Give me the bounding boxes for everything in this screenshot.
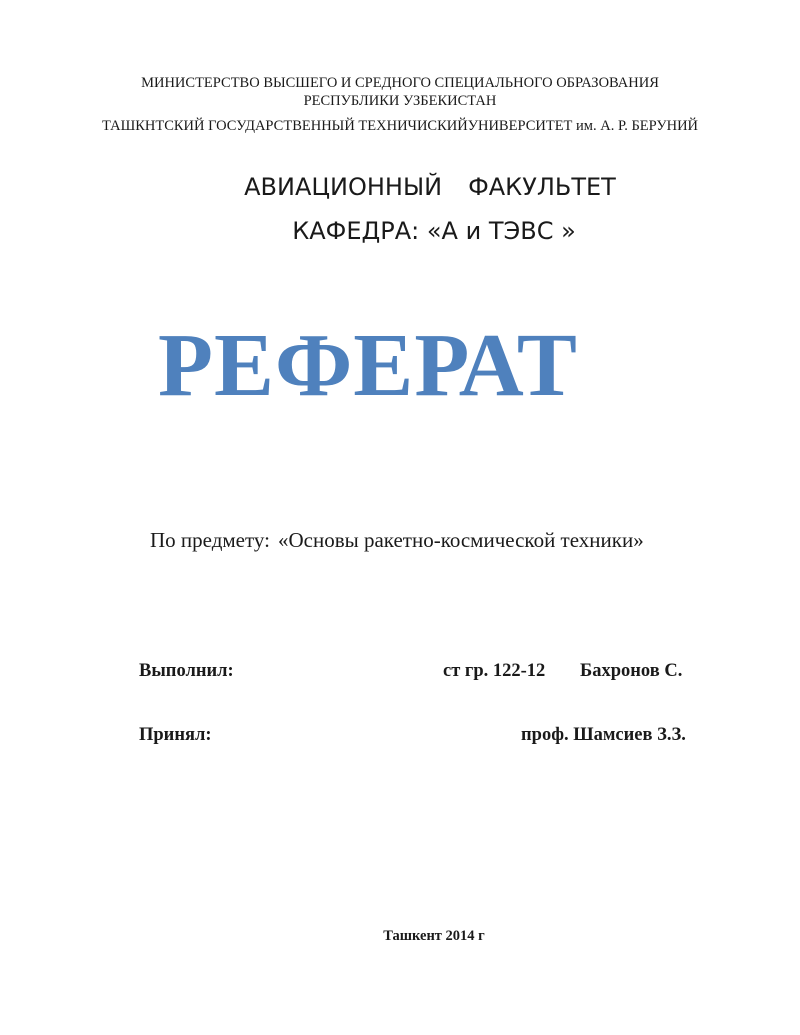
accepted-label: Принял: — [139, 725, 212, 745]
subject-colon: : — [264, 528, 270, 552]
document-title: РЕФЕРАТ — [158, 316, 578, 415]
ministry-line: МИНИСТЕРСТВО ВЫСШЕГО И СРЕДНОГО СПЕЦИАЛЬНОГО ОБРАЗОВАНИЯ — [141, 75, 659, 91]
faculty-word-1: АВИАЦИОННЫЙ — [244, 173, 443, 201]
performed-group: ст гр. 122-12 — [443, 661, 546, 681]
faculty-word-2: ФАКУЛЬТЕТ — [468, 173, 616, 201]
university-line: ТАШКНТСКИЙ ГОСУДАРСТВЕННЫЙ ТЕХНИЧИСКИЙУНИВЕРСИТЕТ им. А. Р. БЕРУНИЙ — [101, 118, 699, 134]
performed-label: Выполнил: — [139, 661, 234, 681]
subject-name: «Основы ракетно-космической техники» — [277, 528, 644, 552]
department-heading: КАФЕДРА: «А и ТЭВС » — [292, 217, 576, 245]
accepted-name: проф. Шамсиев З.З. — [521, 725, 686, 745]
subject-line — [150, 527, 644, 553]
faculty-heading — [30, 172, 800, 202]
performed-name: Бахронов С. — [580, 661, 683, 681]
footer-city-year: Ташкент 2014 г — [383, 928, 485, 944]
subject-prefix: По предмету — [150, 528, 265, 552]
republic-line: РЕСПУБЛИКИ УЗБЕКИСТАН — [303, 93, 497, 109]
